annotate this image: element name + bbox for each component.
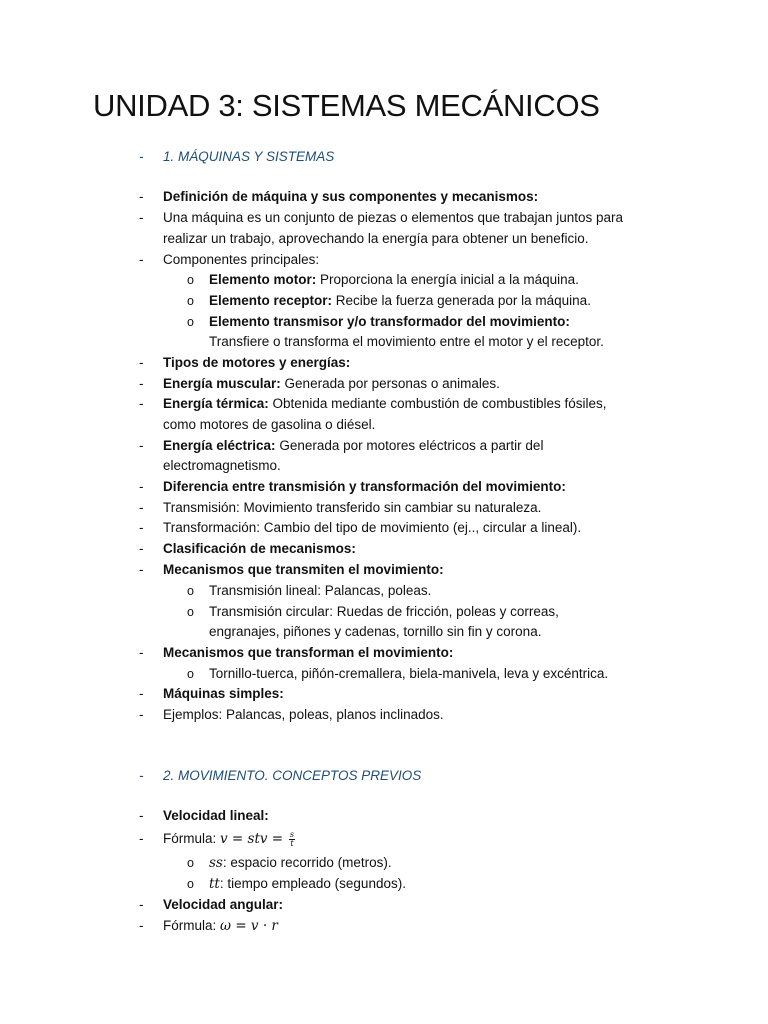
- formula-lineal: v = stv =: [220, 831, 284, 847]
- formula-angular: ω = v · r: [220, 918, 278, 934]
- formula-fraction: $\frac{s}{t}$: [289, 829, 294, 848]
- page-title: UNIDAD 3: SISTEMAS MECÁNICOS: [93, 88, 600, 123]
